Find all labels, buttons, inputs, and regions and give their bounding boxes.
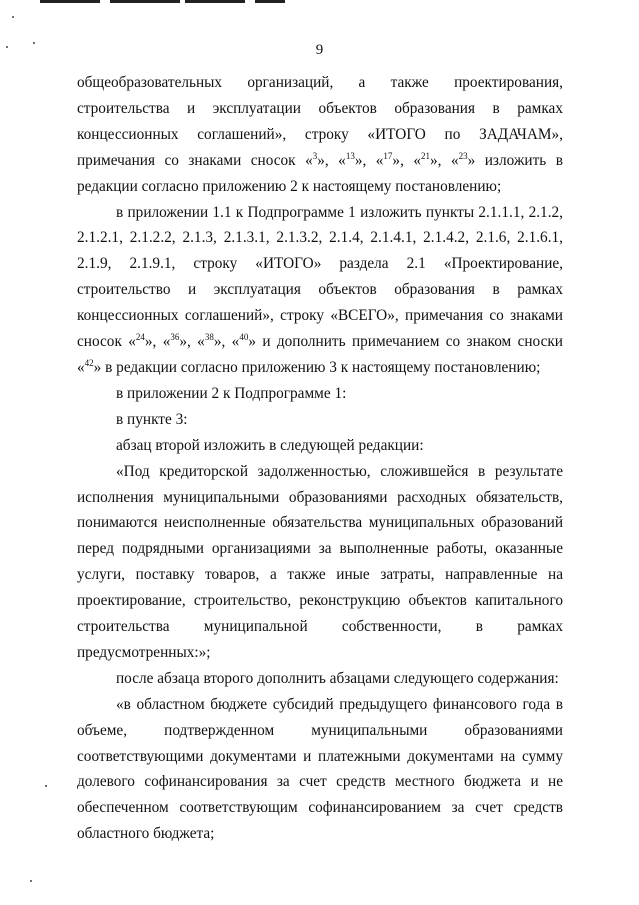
paragraph-text: в приложении 2 к Подпрограмме 1: — [116, 384, 347, 402]
footnote-mark: 40 — [239, 332, 249, 343]
footnote-mark: 21 — [421, 150, 431, 161]
paragraph-text: абзац второй изложить в следующей редакции: — [116, 436, 424, 454]
scan-top-edge-line — [110, 0, 180, 3]
paragraph — [77, 666, 563, 692]
paragraph — [77, 433, 563, 459]
paragraph-text: «Под кредиторской задолженностью, сложившейся в результате исполнения муниципальными образованиями расходных обязательств, понимаются неисполненные обязательства муниципальных образований перед подрядными организациями за выполненные работы, оказанные услуги, поставку товаров, а также иные затраты, направленные на проектирование, строительство, реконструкцию объектов капитального строительства муниципальной собственности, в рамках предусмотренных:»; — [77, 462, 563, 661]
paragraph-text: », « — [392, 151, 422, 169]
paragraph-text: «в областном бюджете субсидий предыдущего финансового года в объеме, подтвержденном муниципальными образованиями соответствующими документами и платежными документами на сумму долевого софинансирования за счет средств местного бюджета и не обеспеченном соответствующим софинансированием за счет средств областного бюджета; — [77, 695, 563, 843]
paragraph-text: », « — [213, 333, 240, 351]
scan-top-edge-line — [40, 0, 100, 3]
page-number: 9 — [315, 42, 324, 58]
footnote-mark: 38 — [204, 332, 214, 343]
footnote-mark: 3 — [312, 150, 318, 161]
paragraph — [77, 692, 563, 847]
footnote-mark: 13 — [345, 150, 355, 161]
paragraph-text: в пункте 3: — [116, 410, 188, 428]
scan-speck — [45, 785, 47, 787]
paragraph-text: » в редакции согласно приложению 3 к настоящему постановлению; — [93, 358, 541, 376]
scan-top-edge-line — [185, 0, 245, 3]
paragraph-text: », « — [354, 151, 384, 169]
paragraph — [77, 200, 563, 381]
document-body — [77, 70, 563, 847]
paragraph — [77, 381, 563, 407]
scan-speck — [30, 880, 32, 882]
paragraph — [77, 407, 563, 433]
paragraph-text: » изложить в редакции согласно приложению 2 к настоящему постановлению; — [77, 151, 563, 195]
paragraph — [77, 70, 563, 200]
scan-speck — [12, 16, 14, 18]
paragraph-text: после абзаца второго дополнить абзацами следующего содержания: — [116, 669, 559, 687]
footnote-mark: 36 — [170, 332, 180, 343]
paragraph-text: общеобразовательных организаций, а также проектирования, строительства и эксплуатации объектов образования в рамках концессионных соглашений», строку «ИТОГО по ЗАДАЧАМ», примечания со знаками сносок « — [77, 74, 563, 169]
footnote-mark: 17 — [383, 150, 393, 161]
footnote-mark: 23 — [458, 150, 468, 161]
paragraph-text: в приложении 1.1 к Подпрограмме 1 изложить пункты 2.1.1.1, 2.1.2, 2.1.2.1, 2.1.2.2, 2.1.3, 2.1.3.1, 2.1.3.2, 2.1.4, 2.1.4.1, 2.1.4.2, 2.1.6, 2.1.6.1, 2.1.9, 2.1.9.1, строку «ИТОГО» раздела 2.1 «Проектирование, строительство и эксплуатация объектов образования в рамках концессионных соглашений», строку «ВСЕГО», примечания со знаками сносок « — [77, 203, 563, 351]
paragraph-text: » и дополнить примечанием со знаком сноски « — [77, 333, 563, 376]
footnote-mark: 24 — [135, 332, 145, 343]
paragraph — [77, 459, 563, 666]
paragraph-text: », « — [179, 333, 205, 351]
footnote-mark: 42 — [84, 357, 94, 368]
paragraph-text: », « — [144, 333, 171, 351]
scan-top-edge-line — [255, 0, 285, 3]
paragraph-text: », « — [430, 151, 459, 169]
paragraph-text: », « — [317, 151, 346, 169]
